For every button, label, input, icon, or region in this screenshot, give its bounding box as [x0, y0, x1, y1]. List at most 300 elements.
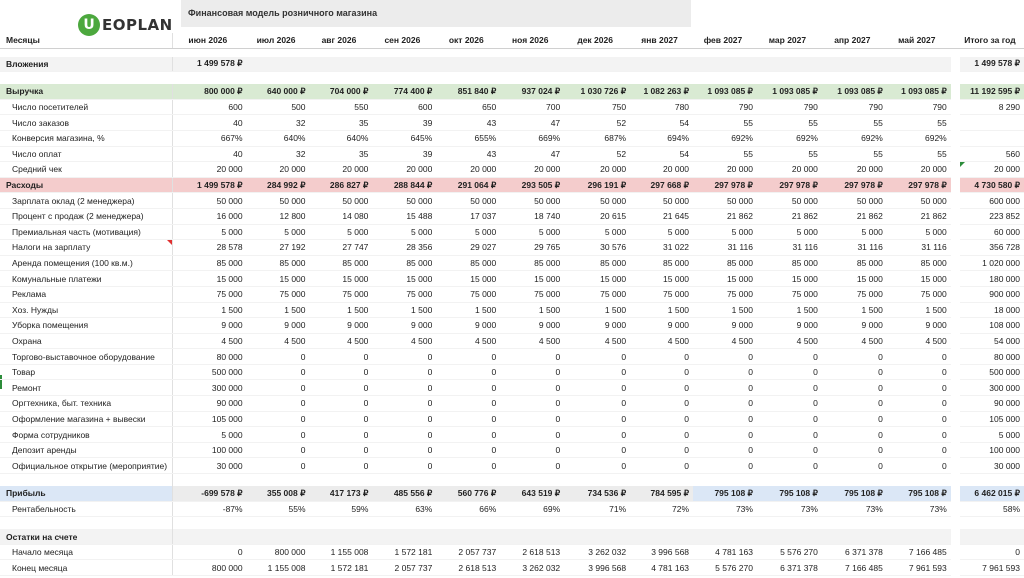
value-cell[interactable]: 100 000	[173, 442, 247, 458]
value-cell[interactable]: 20 000	[693, 162, 757, 178]
value-cell[interactable]: 0	[247, 411, 310, 427]
value-cell[interactable]: 85 000	[630, 255, 693, 271]
value-cell[interactable]: 85 000	[436, 255, 500, 271]
total-cell[interactable]: 356 728	[960, 240, 1024, 256]
value-cell[interactable]: 75 000	[564, 286, 630, 302]
month-header-cell[interactable]: янв 2027	[630, 33, 693, 48]
total-cell[interactable]: 500 000	[960, 364, 1024, 380]
value-cell[interactable]	[436, 57, 500, 72]
value-cell[interactable]: 0	[500, 349, 564, 365]
row-label-cell[interactable]: Число заказов	[0, 115, 173, 131]
value-cell[interactable]: 4 500	[822, 333, 887, 349]
value-cell[interactable]: 55	[822, 115, 887, 131]
total-cell[interactable]: 4 730 580 ₽	[960, 177, 1024, 193]
value-cell[interactable]: 73%	[693, 501, 757, 517]
value-cell[interactable]: 7 166 485	[887, 544, 951, 560]
value-cell[interactable]: 18 740	[500, 208, 564, 224]
value-cell[interactable]: 1 500	[247, 302, 310, 318]
value-cell[interactable]: 560 776 ₽	[436, 486, 500, 501]
value-cell[interactable]: 39	[372, 115, 436, 131]
value-cell[interactable]	[887, 517, 951, 530]
value-cell[interactable]: 640%	[310, 130, 373, 146]
value-cell[interactable]: 50 000	[822, 193, 887, 209]
row-label-cell[interactable]: Выручка	[0, 84, 173, 99]
row-label-cell[interactable]	[0, 474, 173, 487]
value-cell[interactable]: 0	[693, 427, 757, 443]
value-cell[interactable]: 1 093 085 ₽	[822, 84, 887, 99]
value-cell[interactable]: 293 505 ₽	[500, 177, 564, 193]
value-cell[interactable]: 20 615	[564, 208, 630, 224]
value-cell[interactable]: 0	[564, 349, 630, 365]
value-cell[interactable]: 35	[310, 115, 373, 131]
row-label-cell[interactable]: Реклама	[0, 286, 173, 302]
total-cell[interactable]: 108 000	[960, 318, 1024, 334]
value-cell[interactable]: 297 978 ₽	[693, 177, 757, 193]
total-cell[interactable]: 30 000	[960, 458, 1024, 474]
value-cell[interactable]: 4 500	[247, 333, 310, 349]
value-cell[interactable]: 0	[310, 380, 373, 396]
value-cell[interactable]: 15 000	[630, 271, 693, 287]
value-cell[interactable]	[822, 517, 887, 530]
value-cell[interactable]: 550	[310, 99, 373, 115]
value-cell[interactable]: 800 000	[173, 560, 247, 576]
value-cell[interactable]: 15 000	[757, 271, 822, 287]
value-cell[interactable]: 0	[822, 427, 887, 443]
total-cell[interactable]: 0	[960, 544, 1024, 560]
value-cell[interactable]: 0	[500, 427, 564, 443]
value-cell[interactable]: 31 116	[822, 240, 887, 256]
value-cell[interactable]: 5 000	[310, 224, 373, 240]
value-cell[interactable]	[887, 57, 951, 72]
value-cell[interactable]: 288 844 ₽	[372, 177, 436, 193]
value-cell[interactable]: 30 576	[564, 240, 630, 256]
value-cell[interactable]: 4 500	[693, 333, 757, 349]
value-cell[interactable]: 0	[436, 427, 500, 443]
value-cell[interactable]: 9 000	[372, 318, 436, 334]
value-cell[interactable]: 71%	[564, 501, 630, 517]
value-cell[interactable]: 0	[372, 427, 436, 443]
value-cell[interactable]: 643 519 ₽	[500, 486, 564, 501]
value-cell[interactable]: 297 668 ₽	[630, 177, 693, 193]
value-cell[interactable]: 2 057 737	[436, 544, 500, 560]
value-cell[interactable]: 0	[310, 411, 373, 427]
value-cell[interactable]: 80 000	[173, 349, 247, 365]
value-cell[interactable]: 5 000	[247, 224, 310, 240]
value-cell[interactable]: 0	[310, 396, 373, 412]
value-cell[interactable]: 5 000	[372, 224, 436, 240]
month-header-cell[interactable]: июн 2026	[173, 33, 247, 48]
row-label-cell[interactable]: Остатки на счете	[0, 529, 173, 544]
value-cell[interactable]: 0	[822, 349, 887, 365]
value-cell[interactable]: 687%	[564, 130, 630, 146]
value-cell[interactable]: 15 000	[173, 271, 247, 287]
month-header-cell[interactable]: фев 2027	[693, 33, 757, 48]
row-label-cell[interactable]: Форма сотрудников	[0, 427, 173, 443]
value-cell[interactable]: 0	[436, 364, 500, 380]
value-cell[interactable]: 20 000	[436, 162, 500, 178]
value-cell[interactable]: 0	[247, 442, 310, 458]
value-cell[interactable]: 485 556 ₽	[372, 486, 436, 501]
row-label-cell[interactable]: Число оплат	[0, 146, 173, 162]
value-cell[interactable]: 1 093 085 ₽	[887, 84, 951, 99]
value-cell[interactable]: 66%	[436, 501, 500, 517]
row-label-cell[interactable]: Премиальная часть (мотивация)	[0, 224, 173, 240]
value-cell[interactable]: 50 000	[310, 193, 373, 209]
value-cell[interactable]: 31 022	[630, 240, 693, 256]
month-header-cell[interactable]: апр 2027	[822, 33, 887, 48]
value-cell[interactable]: 0	[247, 364, 310, 380]
value-cell[interactable]: 795 108 ₽	[757, 486, 822, 501]
value-cell[interactable]: 669%	[500, 130, 564, 146]
value-cell[interactable]: 0	[822, 396, 887, 412]
value-cell[interactable]: -699 578 ₽	[173, 486, 247, 501]
value-cell[interactable]: 9 000	[564, 318, 630, 334]
row-label-cell[interactable]: Зарплата оклад (2 менеджера)	[0, 193, 173, 209]
value-cell[interactable]: 790	[757, 99, 822, 115]
value-cell[interactable]: 9 000	[693, 318, 757, 334]
value-cell[interactable]: 1 500	[757, 302, 822, 318]
value-cell[interactable]: 0	[630, 380, 693, 396]
value-cell[interactable]: 0	[372, 458, 436, 474]
value-cell[interactable]: 1 500	[887, 302, 951, 318]
value-cell[interactable]: 75 000	[822, 286, 887, 302]
value-cell[interactable]: 15 000	[564, 271, 630, 287]
total-cell[interactable]: 58%	[960, 501, 1024, 517]
value-cell[interactable]: 1 500	[564, 302, 630, 318]
value-cell[interactable]: 75 000	[500, 286, 564, 302]
total-cell[interactable]	[960, 115, 1024, 131]
value-cell[interactable]: 31 116	[887, 240, 951, 256]
value-cell[interactable]	[693, 474, 757, 487]
value-cell[interactable]: 14 080	[310, 208, 373, 224]
value-cell[interactable]: 0	[693, 380, 757, 396]
value-cell[interactable]	[887, 474, 951, 487]
value-cell[interactable]: 417 173 ₽	[310, 486, 373, 501]
value-cell[interactable]: 6 371 378	[822, 544, 887, 560]
total-cell[interactable]: 7 961 593	[960, 560, 1024, 576]
value-cell[interactable]: 43	[436, 146, 500, 162]
value-cell[interactable]: 47	[500, 146, 564, 162]
value-cell[interactable]: 85 000	[173, 255, 247, 271]
value-cell[interactable]	[247, 517, 310, 530]
value-cell[interactable]	[500, 57, 564, 72]
value-cell[interactable]: 0	[564, 364, 630, 380]
value-cell[interactable]: 50 000	[757, 193, 822, 209]
value-cell[interactable]: 4 500	[500, 333, 564, 349]
value-cell[interactable]: 0	[822, 458, 887, 474]
value-cell[interactable]: 17 037	[436, 208, 500, 224]
value-cell[interactable]: 9 000	[500, 318, 564, 334]
value-cell[interactable]: 1 499 578 ₽	[173, 177, 247, 193]
value-cell[interactable]: 9 000	[247, 318, 310, 334]
value-cell[interactable]: 0	[372, 396, 436, 412]
value-cell[interactable]: 2 057 737	[372, 560, 436, 576]
value-cell[interactable]: 75 000	[757, 286, 822, 302]
value-cell[interactable]: 700	[500, 99, 564, 115]
month-header-cell[interactable]: мар 2027	[757, 33, 822, 48]
total-cell[interactable]: 300 000	[960, 380, 1024, 396]
row-label-cell[interactable]	[0, 517, 173, 530]
value-cell[interactable]: 9 000	[887, 318, 951, 334]
value-cell[interactable]	[372, 57, 436, 72]
value-cell[interactable]: 21 862	[887, 208, 951, 224]
value-cell[interactable]: 0	[630, 364, 693, 380]
value-cell[interactable]: 9 000	[822, 318, 887, 334]
value-cell[interactable]: 284 992 ₽	[247, 177, 310, 193]
value-cell[interactable]: 0	[436, 349, 500, 365]
value-cell[interactable]: 0	[564, 411, 630, 427]
value-cell[interactable]: 800 000	[247, 544, 310, 560]
value-cell[interactable]: 105 000	[173, 411, 247, 427]
value-cell[interactable]: 0	[757, 364, 822, 380]
value-cell[interactable]: 4 500	[757, 333, 822, 349]
value-cell[interactable]: 85 000	[247, 255, 310, 271]
value-cell[interactable]: 3 996 568	[564, 560, 630, 576]
value-cell[interactable]: 0	[247, 458, 310, 474]
month-header-cell[interactable]: авг 2026	[310, 33, 373, 48]
value-cell[interactable]: 1 500	[693, 302, 757, 318]
row-label-cell[interactable]: Число посетителей	[0, 99, 173, 115]
value-cell[interactable]	[372, 517, 436, 530]
value-cell[interactable]: 73%	[757, 501, 822, 517]
total-cell[interactable]: 100 000	[960, 442, 1024, 458]
total-cell[interactable]	[960, 529, 1024, 544]
value-cell[interactable]	[630, 57, 693, 72]
total-cell[interactable]: 20 000	[960, 162, 1024, 178]
value-cell[interactable]: 0	[887, 380, 951, 396]
value-cell[interactable]: 20 000	[822, 162, 887, 178]
value-cell[interactable]: 31 116	[693, 240, 757, 256]
value-cell[interactable]: 5 000	[822, 224, 887, 240]
value-cell[interactable]: 3 262 032	[564, 544, 630, 560]
value-cell[interactable]: 0	[310, 442, 373, 458]
value-cell[interactable]	[757, 57, 822, 72]
value-cell[interactable]: 500 000	[173, 364, 247, 380]
value-cell[interactable]: 15 000	[500, 271, 564, 287]
value-cell[interactable]: 21 645	[630, 208, 693, 224]
value-cell[interactable]: 0	[310, 349, 373, 365]
value-cell[interactable]: 5 576 270	[757, 544, 822, 560]
total-cell[interactable]: 1 499 578 ₽	[960, 57, 1024, 72]
row-label-cell[interactable]: Комунальные платежи	[0, 271, 173, 287]
value-cell[interactable]: 28 356	[372, 240, 436, 256]
value-cell[interactable]: 4 500	[887, 333, 951, 349]
value-cell[interactable]: 4 500	[630, 333, 693, 349]
value-cell[interactable]: 0	[822, 380, 887, 396]
value-cell[interactable]: 40	[173, 146, 247, 162]
value-cell[interactable]: 85 000	[887, 255, 951, 271]
value-cell[interactable]: 1 500	[822, 302, 887, 318]
row-label-cell[interactable]: Процент с продаж (2 менеджера)	[0, 208, 173, 224]
value-cell[interactable]: 0	[372, 442, 436, 458]
value-cell[interactable]: 0	[887, 442, 951, 458]
value-cell[interactable]	[436, 474, 500, 487]
total-cell[interactable]	[960, 130, 1024, 146]
value-cell[interactable]: 15 000	[887, 271, 951, 287]
value-cell[interactable]: 15 000	[310, 271, 373, 287]
value-cell[interactable]: 4 500	[372, 333, 436, 349]
total-cell[interactable]: 54 000	[960, 333, 1024, 349]
value-cell[interactable]: 75 000	[887, 286, 951, 302]
total-cell[interactable]: 60 000	[960, 224, 1024, 240]
value-cell[interactable]	[887, 529, 951, 544]
value-cell[interactable]: 795 108 ₽	[693, 486, 757, 501]
value-cell[interactable]	[757, 474, 822, 487]
value-cell[interactable]: 75 000	[436, 286, 500, 302]
value-cell[interactable]: 20 000	[630, 162, 693, 178]
value-cell[interactable]: 50 000	[372, 193, 436, 209]
value-cell[interactable]: 692%	[693, 130, 757, 146]
value-cell[interactable]: 50 000	[173, 193, 247, 209]
value-cell[interactable]: 52	[564, 146, 630, 162]
value-cell[interactable]: 692%	[822, 130, 887, 146]
value-cell[interactable]: 1 093 085 ₽	[693, 84, 757, 99]
month-header-cell[interactable]: май 2027	[887, 33, 951, 48]
value-cell[interactable]: 21 862	[822, 208, 887, 224]
row-label-cell[interactable]: Аренда помещения (100 кв.м.)	[0, 255, 173, 271]
value-cell[interactable]: 600	[173, 99, 247, 115]
row-label-cell[interactable]: Конверсия магазина, %	[0, 130, 173, 146]
value-cell[interactable]: 0	[887, 458, 951, 474]
value-cell[interactable]: 55	[887, 146, 951, 162]
value-cell[interactable]	[757, 517, 822, 530]
value-cell[interactable]: 0	[310, 427, 373, 443]
row-label-cell[interactable]: Налоги на зарплату	[0, 240, 173, 256]
value-cell[interactable]	[630, 529, 693, 544]
value-cell[interactable]: 0	[372, 380, 436, 396]
value-cell[interactable]: 28 578	[173, 240, 247, 256]
value-cell[interactable]: 0	[500, 458, 564, 474]
value-cell[interactable]: 0	[436, 442, 500, 458]
value-cell[interactable]: 50 000	[630, 193, 693, 209]
value-cell[interactable]: 0	[630, 349, 693, 365]
value-cell[interactable]: 0	[500, 442, 564, 458]
total-cell[interactable]: 1 020 000	[960, 255, 1024, 271]
value-cell[interactable]: 0	[887, 427, 951, 443]
value-cell[interactable]	[500, 529, 564, 544]
row-label-cell[interactable]: Средний чек	[0, 162, 173, 178]
row-label-cell[interactable]: Вложения	[0, 57, 173, 72]
value-cell[interactable]: 790	[693, 99, 757, 115]
value-cell[interactable]: 1 093 085 ₽	[757, 84, 822, 99]
value-cell[interactable]: 69%	[500, 501, 564, 517]
value-cell[interactable]: 75 000	[247, 286, 310, 302]
value-cell[interactable]: 4 500	[173, 333, 247, 349]
value-cell[interactable]	[564, 474, 630, 487]
value-cell[interactable]: 59%	[310, 501, 373, 517]
value-cell[interactable]: 15 000	[436, 271, 500, 287]
value-cell[interactable]: 50 000	[693, 193, 757, 209]
row-label-cell[interactable]: Рентабельность	[0, 501, 173, 517]
value-cell[interactable]: 1 499 578 ₽	[173, 57, 247, 72]
total-cell[interactable]: 180 000	[960, 271, 1024, 287]
value-cell[interactable]: 0	[822, 442, 887, 458]
value-cell[interactable]: 16 000	[173, 208, 247, 224]
value-cell[interactable]: 75 000	[310, 286, 373, 302]
value-cell[interactable]: 5 000	[693, 224, 757, 240]
value-cell[interactable]: 0	[757, 380, 822, 396]
value-cell[interactable]: 1 572 181	[372, 544, 436, 560]
value-cell[interactable]: 55	[822, 146, 887, 162]
value-cell[interactable]: 2 618 513	[500, 544, 564, 560]
row-label-cell[interactable]: Конец месяца	[0, 560, 173, 576]
month-header-cell[interactable]: дек 2026	[564, 33, 630, 48]
value-cell[interactable]	[372, 474, 436, 487]
value-cell[interactable]: 50 000	[500, 193, 564, 209]
value-cell[interactable]: 0	[564, 442, 630, 458]
value-cell[interactable]: 3 996 568	[630, 544, 693, 560]
value-cell[interactable]: 73%	[887, 501, 951, 517]
value-cell[interactable]: 50 000	[436, 193, 500, 209]
value-cell[interactable]: 0	[436, 458, 500, 474]
total-cell[interactable]	[960, 517, 1024, 530]
value-cell[interactable]: 0	[500, 364, 564, 380]
value-cell[interactable]: 1 155 008	[247, 560, 310, 576]
value-cell[interactable]: 47	[500, 115, 564, 131]
value-cell[interactable]: 937 024 ₽	[500, 84, 564, 99]
value-cell[interactable]: 1 155 008	[310, 544, 373, 560]
value-cell[interactable]: 55	[887, 115, 951, 131]
value-cell[interactable]: 600	[372, 99, 436, 115]
month-header-cell[interactable]: сен 2026	[372, 33, 436, 48]
value-cell[interactable]: 0	[173, 544, 247, 560]
value-cell[interactable]	[310, 57, 373, 72]
value-cell[interactable]: 5 000	[173, 224, 247, 240]
value-cell[interactable]: 30 000	[173, 458, 247, 474]
value-cell[interactable]: 0	[436, 380, 500, 396]
value-cell[interactable]	[564, 57, 630, 72]
value-cell[interactable]	[372, 529, 436, 544]
value-cell[interactable]: 1 500	[310, 302, 373, 318]
value-cell[interactable]: 9 000	[173, 318, 247, 334]
value-cell[interactable]: 0	[693, 442, 757, 458]
value-cell[interactable]: 704 000 ₽	[310, 84, 373, 99]
value-cell[interactable]	[173, 517, 247, 530]
value-cell[interactable]: 0	[757, 396, 822, 412]
value-cell[interactable]: 1 572 181	[310, 560, 373, 576]
value-cell[interactable]: 35	[310, 146, 373, 162]
month-header-cell[interactable]: июл 2026	[247, 33, 310, 48]
value-cell[interactable]: 1 082 263 ₽	[630, 84, 693, 99]
total-cell[interactable]: 105 000	[960, 411, 1024, 427]
value-cell[interactable]: 640%	[247, 130, 310, 146]
value-cell[interactable]: 72%	[630, 501, 693, 517]
total-cell[interactable]	[960, 474, 1024, 487]
value-cell[interactable]: 63%	[372, 501, 436, 517]
row-label-cell[interactable]: Расходы	[0, 177, 173, 193]
value-cell[interactable]: 9 000	[757, 318, 822, 334]
value-cell[interactable]: 20 000	[757, 162, 822, 178]
value-cell[interactable]: 27 192	[247, 240, 310, 256]
value-cell[interactable]: 296 191 ₽	[564, 177, 630, 193]
value-cell[interactable]: 9 000	[630, 318, 693, 334]
header-label-cell[interactable]: Месяцы	[0, 33, 173, 48]
value-cell[interactable]: 12 800	[247, 208, 310, 224]
value-cell[interactable]: 15 000	[372, 271, 436, 287]
total-cell[interactable]: 560	[960, 146, 1024, 162]
value-cell[interactable]: 0	[372, 364, 436, 380]
row-label-cell[interactable]: Начало месяца	[0, 544, 173, 560]
value-cell[interactable]: 297 978 ₽	[822, 177, 887, 193]
value-cell[interactable]	[693, 517, 757, 530]
value-cell[interactable]: 85 000	[564, 255, 630, 271]
value-cell[interactable]: 0	[372, 349, 436, 365]
value-cell[interactable]	[500, 474, 564, 487]
row-label-cell[interactable]: Оргтехника, быт. техника	[0, 396, 173, 412]
value-cell[interactable]	[564, 529, 630, 544]
value-cell[interactable]: 5 000	[173, 427, 247, 443]
value-cell[interactable]: 0	[693, 349, 757, 365]
